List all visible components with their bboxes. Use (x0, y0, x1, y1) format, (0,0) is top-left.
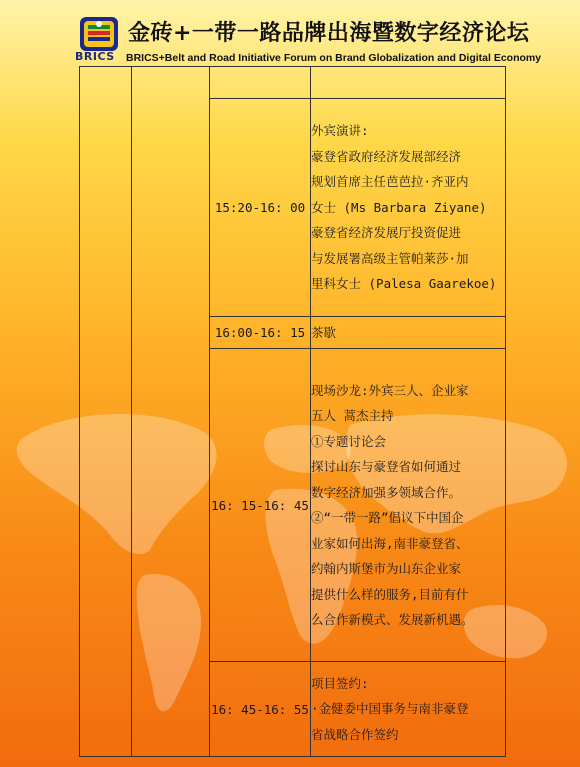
content-line: ②“一带一路”倡议下中国企 (311, 510, 464, 525)
content-line: ①专题讨论会 (311, 433, 387, 449)
time-cell: 16:00-16: 15 (210, 317, 311, 349)
content-line: 豪登省经济发展厅投资促进 (311, 225, 462, 241)
agenda-content-cell (311, 662, 506, 757)
content-line: 茶歇 (311, 324, 337, 340)
agenda-content-cell (311, 317, 506, 349)
content-line: 提供什么样的服务,目前有什 (311, 586, 469, 602)
content-line: ·金健委中国事务与南非豪登 (311, 701, 469, 717)
agenda-content-cell (311, 99, 506, 317)
content-line: 现场沙龙:外宾三人、企业家 (311, 382, 469, 398)
table-row (80, 67, 506, 99)
content-line: 里科女士 (Palesa Gaarekoe) (311, 276, 497, 292)
content-line: 与发展署高级主管帕莱莎·加 (311, 250, 469, 266)
content-line: 数字经济加强多领域合作。 (311, 484, 462, 500)
content-line: 女士 (Ms Barbara Ziyane) (311, 199, 487, 215)
time-cell (210, 67, 311, 99)
brics-logo-text: BRICS (75, 50, 115, 63)
content-line: 约翰内斯堡市为山东企业家 (311, 561, 462, 576)
forum-title-english: BRICS+Belt and Road Initiative Forum on Brand Globalization and Digital Economy (126, 52, 542, 64)
forum-header (0, 0, 580, 66)
content-line: 业家如何出海,南非豪登省、 (311, 535, 469, 551)
agenda-content-cell (311, 67, 506, 99)
forum-title-chinese: 金砖+一带一路品牌出海暨数字经济论坛 (128, 20, 530, 46)
content-line: 外宾演讲: (311, 123, 369, 139)
time-cell: 15:20-16: 00 (210, 99, 311, 317)
content-line: 探讨山东与豪登省如何通过 (311, 459, 462, 474)
content-line: 项目签约: (311, 675, 369, 691)
time-cell: 16: 45-16: 55 (210, 662, 311, 757)
content-line: 省战略合作签约 (311, 726, 399, 742)
content-line: 豪登省政府经济发展部经济 (311, 148, 462, 164)
content-line: 规划首席主任芭芭拉·齐亚内 (311, 174, 469, 190)
date-column-cell (80, 67, 132, 757)
content-line: 五人 蒿杰主持 (311, 408, 394, 423)
time-cell: 16: 15-16: 45 (210, 349, 311, 662)
agenda-content-cell (311, 349, 506, 662)
content-line: 么合作新模式、发展新机遇。 (311, 612, 474, 627)
session-column-cell (132, 67, 210, 757)
agenda-table (79, 66, 506, 757)
